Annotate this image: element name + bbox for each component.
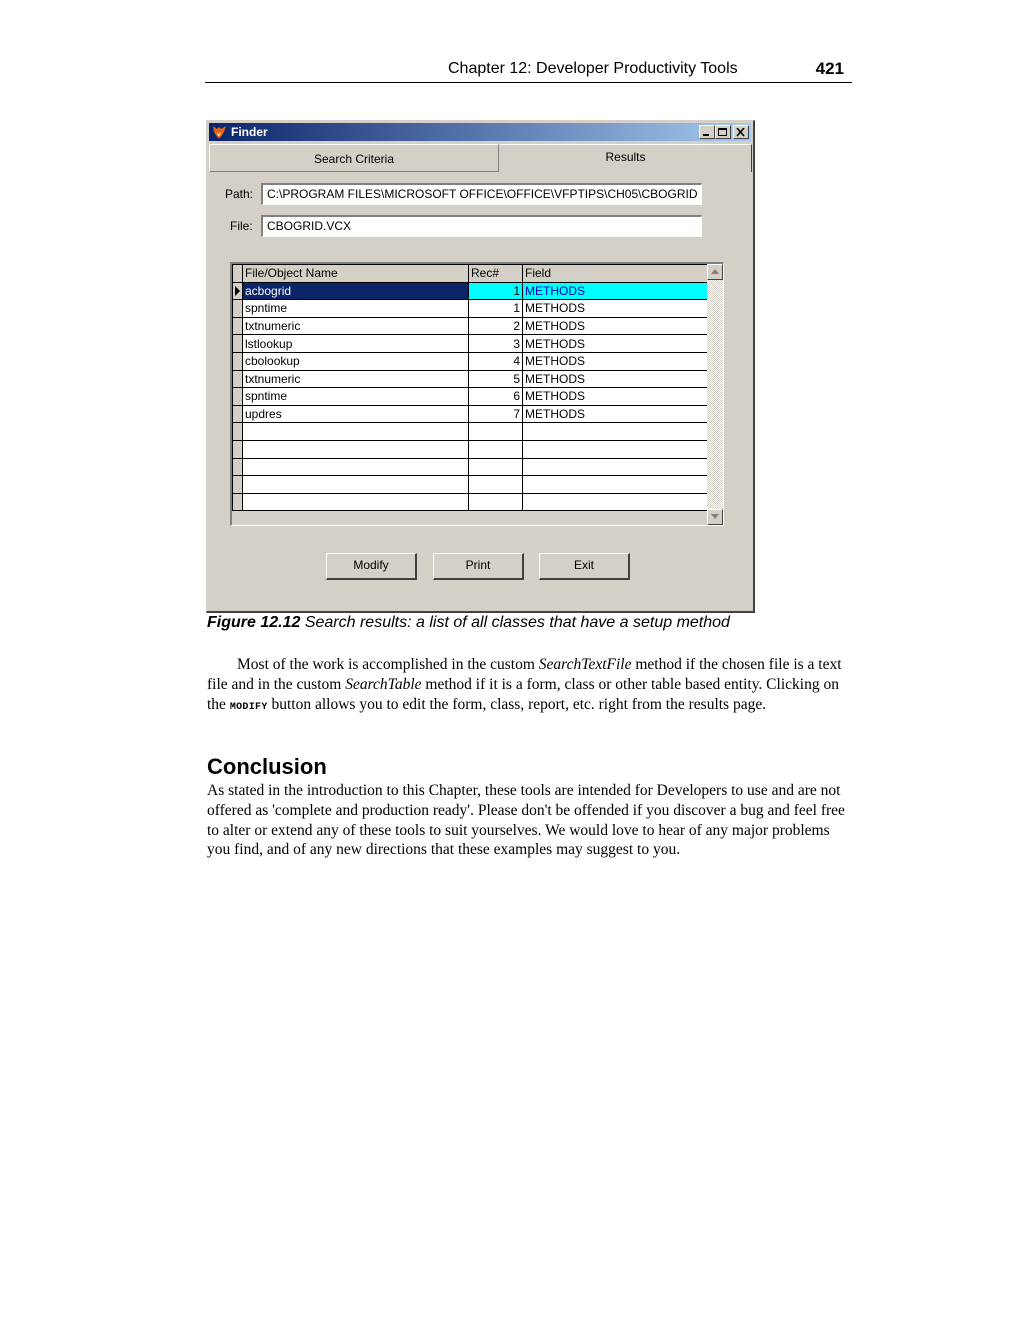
rec-cell[interactable]: 2	[469, 317, 523, 335]
field-cell[interactable]: METHODS	[523, 300, 711, 318]
rec-cell[interactable]	[469, 476, 523, 494]
rec-cell[interactable]: 7	[469, 405, 523, 423]
table-row[interactable]	[233, 405, 711, 423]
minimize-button[interactable]	[699, 125, 715, 139]
name-cell[interactable]	[243, 493, 469, 511]
row-selector-cell[interactable]	[233, 317, 243, 335]
field-cell[interactable]	[523, 476, 711, 494]
field-cell[interactable]: METHODS	[523, 388, 711, 406]
name-cell[interactable]: spntime	[243, 300, 469, 318]
para1-text-1: Most of the work is accomplished in the custom	[237, 656, 539, 673]
maximize-icon	[718, 128, 728, 137]
tab-search-criteria[interactable]: Search Criteria	[209, 144, 499, 172]
rec-cell[interactable]: 1	[469, 282, 523, 300]
figure-caption-text: Search results: a list of all classes that have a setup method	[304, 614, 730, 631]
name-cell[interactable]: updres	[243, 405, 469, 423]
field-cell[interactable]	[523, 493, 711, 511]
column-header-field[interactable]: Field	[523, 265, 711, 283]
row-selector-cell[interactable]	[233, 476, 243, 494]
grid-header-row	[233, 265, 711, 283]
rec-cell[interactable]	[469, 493, 523, 511]
field-cell[interactable]: METHODS	[523, 370, 711, 388]
field-cell[interactable]	[523, 458, 711, 476]
name-cell[interactable]	[243, 440, 469, 458]
name-cell[interactable]: acbogrid	[243, 282, 469, 300]
row-selector-cell[interactable]	[233, 423, 243, 441]
field-cell[interactable]: METHODS	[523, 282, 711, 300]
arrow-down-icon	[711, 514, 719, 519]
table-row[interactable]	[233, 335, 711, 353]
row-selector-cell[interactable]	[233, 493, 243, 511]
path-field[interactable]: C:\PROGRAM FILES\MICROSOFT OFFICE\OFFICE\VFPTIPS\CH05\CBOGRID	[261, 183, 702, 205]
scroll-up-button[interactable]	[707, 264, 723, 280]
minimize-icon	[702, 128, 712, 137]
paragraph-1	[207, 655, 852, 717]
page-number: 421	[815, 59, 844, 78]
arrow-up-icon	[711, 269, 719, 274]
window-title: Finder	[231, 125, 268, 139]
row-selector-cell[interactable]	[233, 335, 243, 353]
empty-table-row[interactable]	[233, 458, 711, 476]
section-heading: Conclusion	[207, 754, 327, 779]
header-selector-cell	[233, 265, 243, 283]
para1-text-2: method if the chosen file is a text file and in the custom	[207, 656, 842, 693]
running-head	[205, 58, 852, 83]
exit-button[interactable]: Exit	[539, 553, 630, 580]
row-selector-cell[interactable]	[233, 405, 243, 423]
method-name-searchtable: SearchTable	[345, 675, 422, 693]
column-header-name[interactable]: File/Object Name	[243, 265, 469, 283]
row-selector-cell[interactable]	[233, 370, 243, 388]
results-table	[232, 264, 711, 511]
row-selector-cell[interactable]	[233, 440, 243, 458]
empty-table-row[interactable]	[233, 476, 711, 494]
method-name-searchtextfile: SearchTextFile	[538, 656, 632, 673]
name-cell[interactable]: lstlookup	[243, 335, 469, 353]
name-cell[interactable]: txtnumeric	[243, 370, 469, 388]
row-selector-cell[interactable]	[233, 300, 243, 318]
table-row[interactable]	[233, 300, 711, 318]
rec-cell[interactable]: 5	[469, 370, 523, 388]
modify-button[interactable]: Modify	[326, 553, 417, 580]
print-button[interactable]: Print	[433, 553, 524, 580]
close-button[interactable]	[733, 125, 749, 139]
rec-cell[interactable]	[469, 440, 523, 458]
para1-text-4: button allows you to edit the form, class, report, etc. right from the results page.	[267, 695, 767, 713]
empty-table-row[interactable]	[233, 440, 711, 458]
name-cell[interactable]	[243, 476, 469, 494]
empty-table-row[interactable]	[233, 423, 711, 441]
chapter-title: Chapter 12: Developer Productivity Tools	[448, 60, 738, 77]
row-pointer-icon	[235, 286, 240, 296]
file-label: File:	[230, 219, 253, 233]
empty-table-row[interactable]	[233, 493, 711, 511]
figure-caption	[207, 614, 730, 632]
table-row[interactable]	[233, 388, 711, 406]
row-selector-cell[interactable]	[233, 282, 243, 300]
field-cell[interactable]: METHODS	[523, 317, 711, 335]
fox-icon	[212, 125, 227, 139]
field-cell[interactable]	[523, 423, 711, 441]
vertical-scrollbar[interactable]	[707, 264, 723, 525]
rec-cell[interactable]: 3	[469, 335, 523, 353]
rec-cell[interactable]: 6	[469, 388, 523, 406]
table-row[interactable]	[233, 317, 711, 335]
row-selector-cell[interactable]	[233, 388, 243, 406]
name-cell[interactable]	[243, 458, 469, 476]
name-cell[interactable]: cbolookup	[243, 352, 469, 370]
file-field[interactable]: CBOGRID.VCX	[261, 215, 702, 237]
rec-cell[interactable]: 1	[469, 300, 523, 318]
rec-cell[interactable]	[469, 458, 523, 476]
name-cell[interactable]: txtnumeric	[243, 317, 469, 335]
table-row[interactable]	[233, 352, 711, 370]
row-selector-cell[interactable]	[233, 352, 243, 370]
rec-cell[interactable]: 4	[469, 352, 523, 370]
field-cell[interactable]: METHODS	[523, 405, 711, 423]
table-row[interactable]	[233, 282, 711, 300]
para1-text-3: method if it is a form, class or other table based entity. Clicking on the	[207, 675, 839, 713]
finder-window	[206, 120, 755, 613]
tab-strip	[209, 143, 750, 173]
path-label: Path:	[225, 187, 254, 201]
field-cell[interactable]: METHODS	[523, 335, 711, 353]
maximize-button[interactable]	[715, 125, 731, 139]
paragraph-2: As stated in the introduction to this Chapter, these tools are intended for Developers to use and are not offered as 'complete and production ready'. Please don't be offended if you discover a bug and feel free to alter or extend any of these tools to suit yourselves. We would love to hear of any major problems you find, and of any new directions that these examples may suggest to you.	[207, 782, 845, 859]
rec-cell[interactable]	[469, 423, 523, 441]
scroll-down-button[interactable]	[707, 509, 723, 525]
row-selector-cell[interactable]	[233, 458, 243, 476]
close-icon	[736, 128, 746, 137]
code-modify: MODIFY	[229, 701, 268, 713]
tab-results[interactable]: Results	[500, 144, 752, 172]
name-cell[interactable]	[243, 423, 469, 441]
title-bar[interactable]	[209, 123, 751, 141]
figure-label: Figure 12.12	[207, 614, 301, 631]
column-header-rec[interactable]: Rec#	[469, 265, 523, 283]
results-grid[interactable]	[230, 262, 724, 526]
field-cell[interactable]: METHODS	[523, 352, 711, 370]
field-cell[interactable]	[523, 440, 711, 458]
name-cell[interactable]: spntime	[243, 388, 469, 406]
table-row[interactable]	[233, 370, 711, 388]
